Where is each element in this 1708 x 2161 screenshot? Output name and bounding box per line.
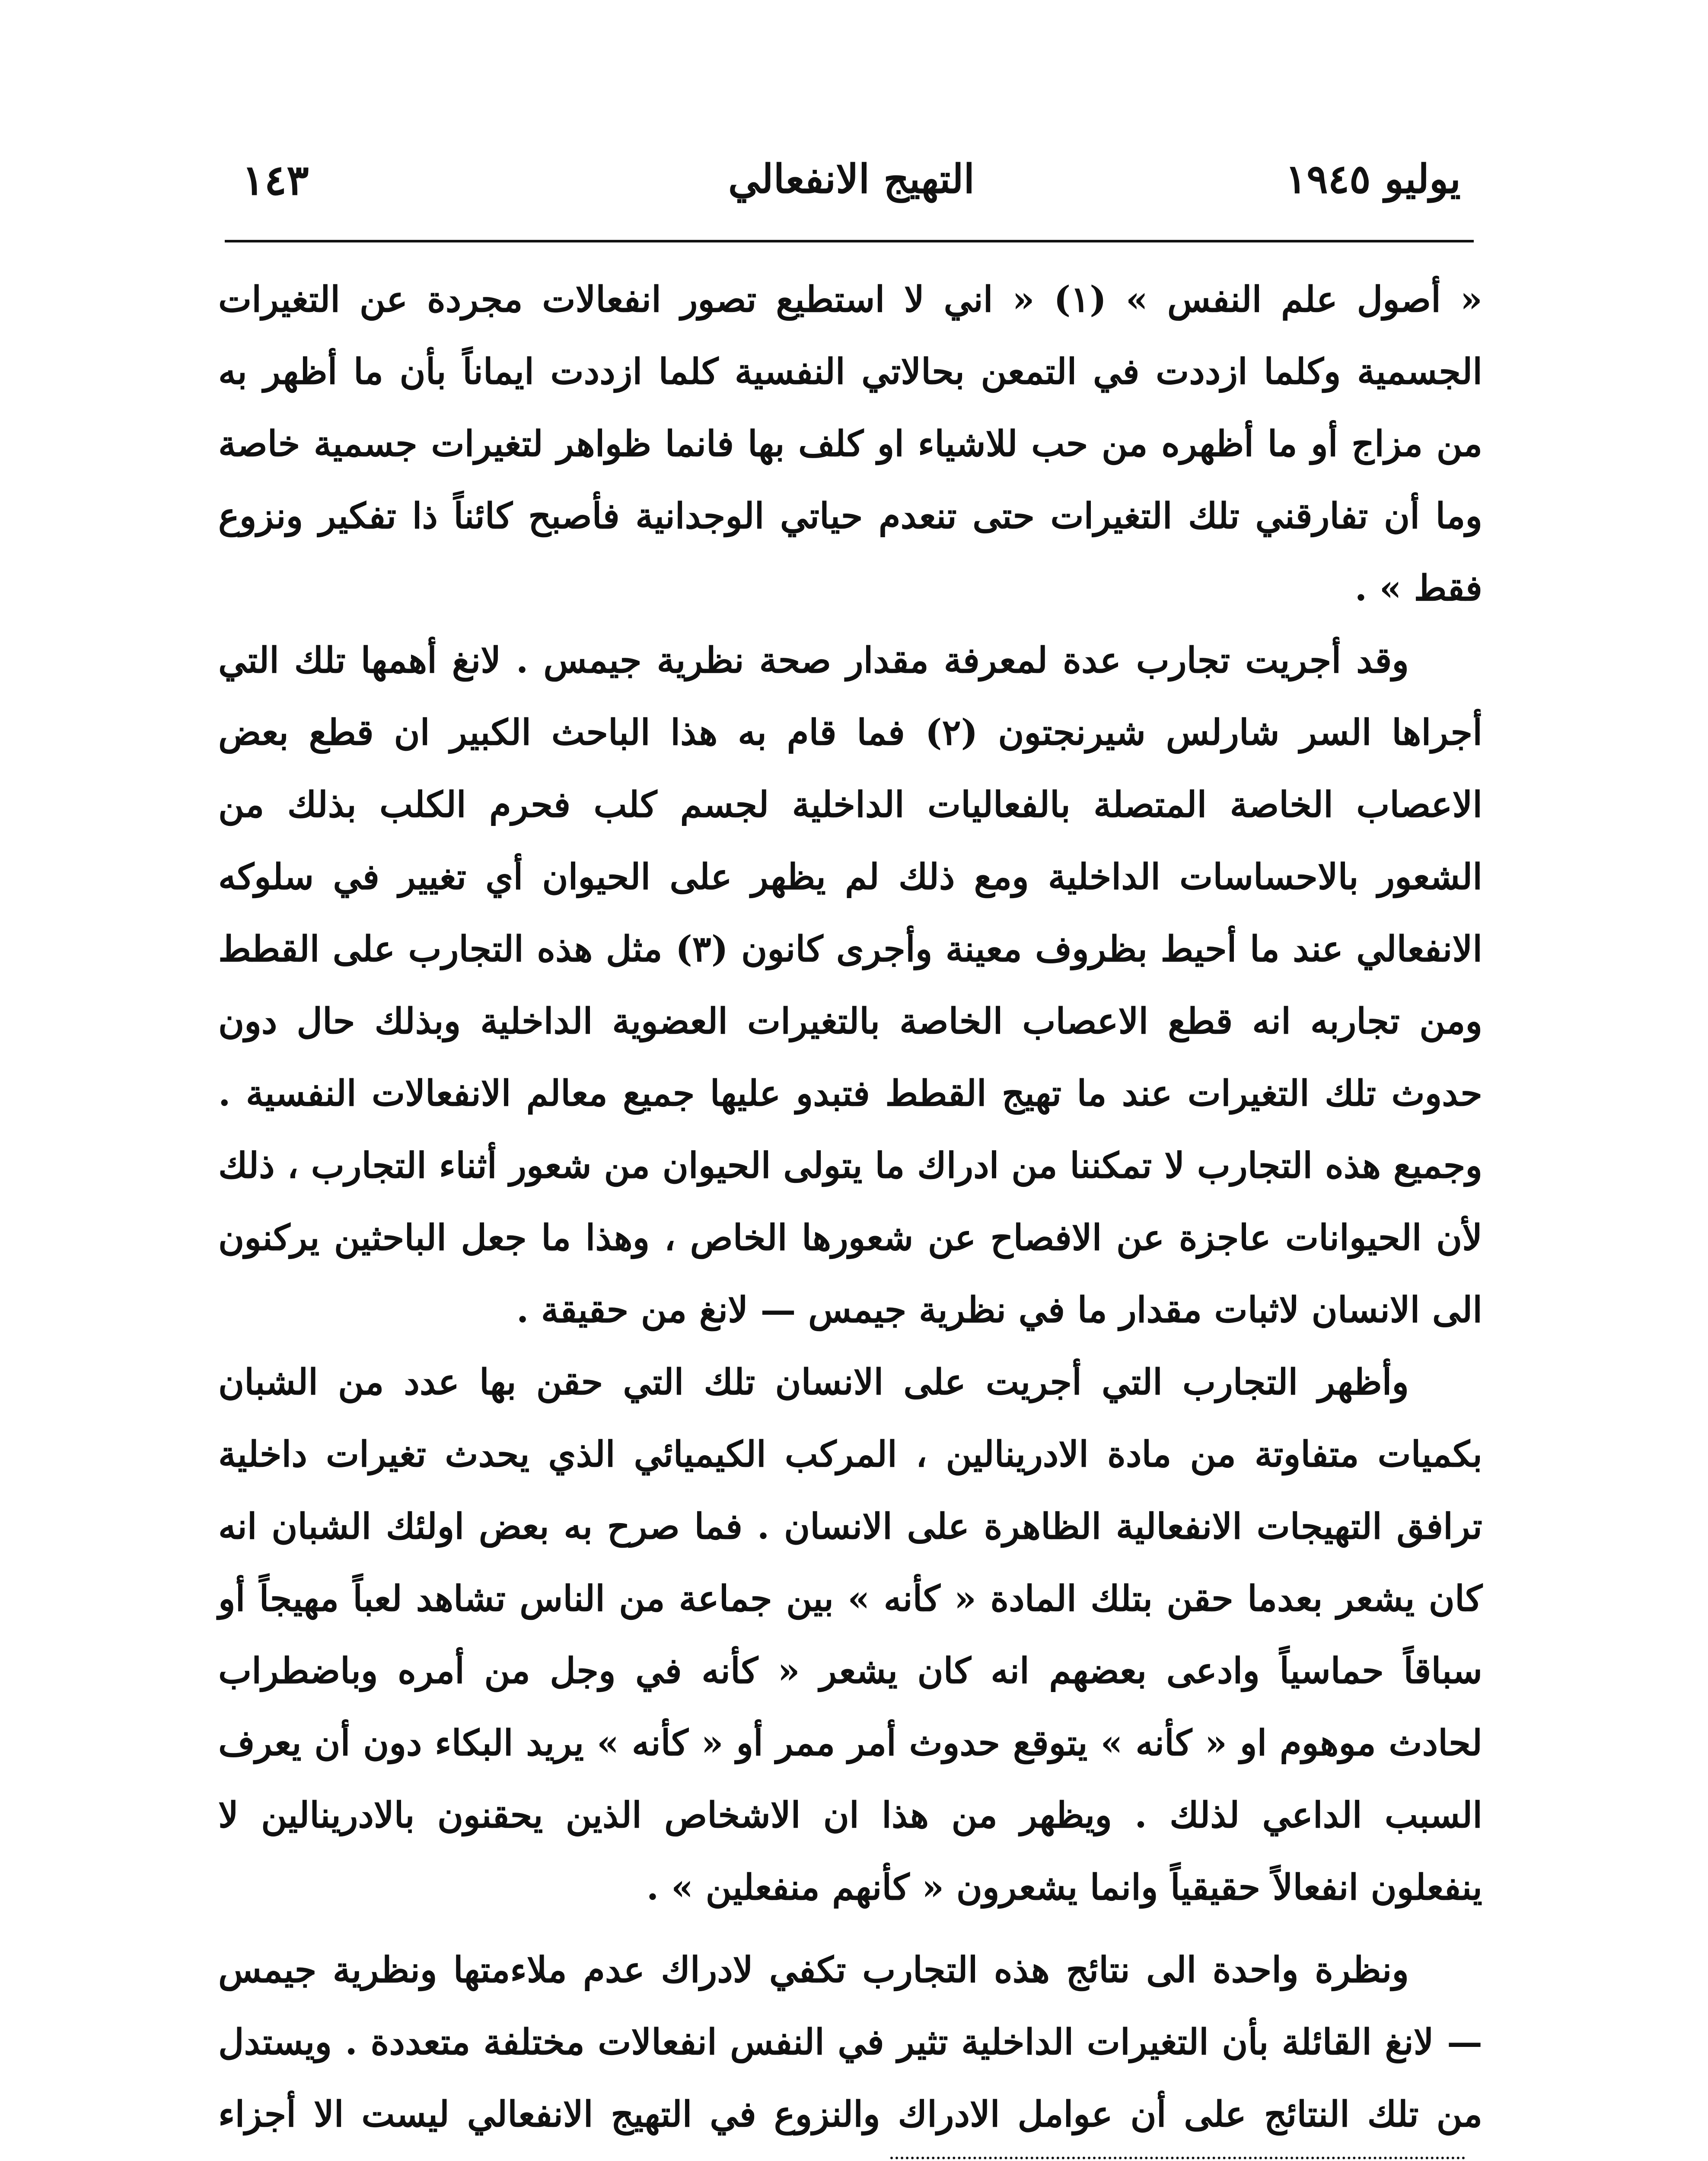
page-header — [242, 156, 1461, 220]
page-number: ١٤٣ — [242, 156, 309, 204]
paragraph-1: « أصول علم النفس » (١) « اني لا استطيع تصور انفعالات مجردة عن التغيرات الجسمية وكلما ازددت في التمعن بحالاتي النفسية كلما ازددت ايماناً بأن ما أظهر به من مزاج أو ما أظهره من حب للاشياء او كلف بها فانما ظواهر لتغيرات جسمية خاصة وما أن تفارقني تلك التغيرات حتى تنعدم حياتي الوجدانية فأصبح كائناً ذا تفكير ونزوع فقط » . — [218, 279, 1482, 609]
paragraph-2: وقد أجريت تجارب عدة لمعرفة مقدار صحة نظرية جيمس . لانغ أهمها تلك التي أجراها السر شارلس شيرنجتون (٢) فما قام به هذا الباحث الكبير ان قطع بعض الاعصاب الخاصة المتصلة بالفعاليات الداخلية لجسم كلب فحرم الكلب بذلك من الشعور بالاحساسات الداخلية ومع ذلك لم يظهر على الحيوان أي تغيير في سلوكه الانفعالي عند ما أحيط بظروف معينة وأجرى كانون (٣) مثل هذه التجارب على القطط ومن تجاربه انه قطع الاعصاب الخاصة بالتغيرات العضوية الداخلية وبذلك حال دون حدوث تلك التغيرات عند ما تهيج القطط فتبدو عليها جميع معالم الانفعالات النفسية . وجميع هذه التجارب لا تمكننا من ادراك ما يتولى الحيوان من شعور أثناء التجارب ، ذلك لأن الحيوانات عاجزة عن الافصاح عن شعورها الخاص ، وهذا ما جعل الباحثين يركنون الى الانسان لاثبات مقدار ما في نظرية جيمس — لانغ من حقيقة . — [218, 640, 1482, 1331]
paragraph-4: ونظرة واحدة الى نتائج هذه التجارب تكفي لادراك عدم ملاءمتها ونظرية جيمس — لانغ القائلة بأن التغيرات الداخلية تثير في النفس انفعالات مختلفة متعددة . ويستدل من تلك النتائج على أن عوامل الادراك والنزوع في التهيج الانفعالي ليست الا أجزاء — [218, 1949, 1482, 2135]
header-title: التهيج الانفعالي — [728, 156, 975, 202]
header-divider — [225, 240, 1474, 242]
paragraph-3: وأظهر التجارب التي أجريت على الانسان تلك التي حقن بها عدد من الشبان بكميات متفاوتة من مادة الادرينالين ، المركب الكيميائي الذي يحدث تغيرات داخلية ترافق التهيجات الانفعالية الظاهرة على الانسان . فما صرح به بعض اولئك الشبان انه كان يشعر بعدما حقن بتلك المادة « كأنه » بين جماعة من الناس تشاهد لعباً مهيجاً أو سباقاً حماسياً وادعى بعضهم انه كان يشعر « كأنه في وجل من أمره وباضطراب لحادث موهوم او « كأنه » يتوقع حدوث أمر ممر أو « كأنه » يريد البكاء دون أن يعرف السبب الداعي لذلك . ويظهر من هذا ان الاشخاص الذين يحقنون بالادرينالين لا ينفعلون انفعالاً حقيقياً وانما يشعرون « كأنهم منفعلين » . — [218, 1361, 1482, 1908]
footnote-divider — [890, 2157, 1465, 2159]
header-date: يوليو ١٩٤٥ — [1285, 156, 1461, 202]
body-text — [218, 264, 1482, 2135]
